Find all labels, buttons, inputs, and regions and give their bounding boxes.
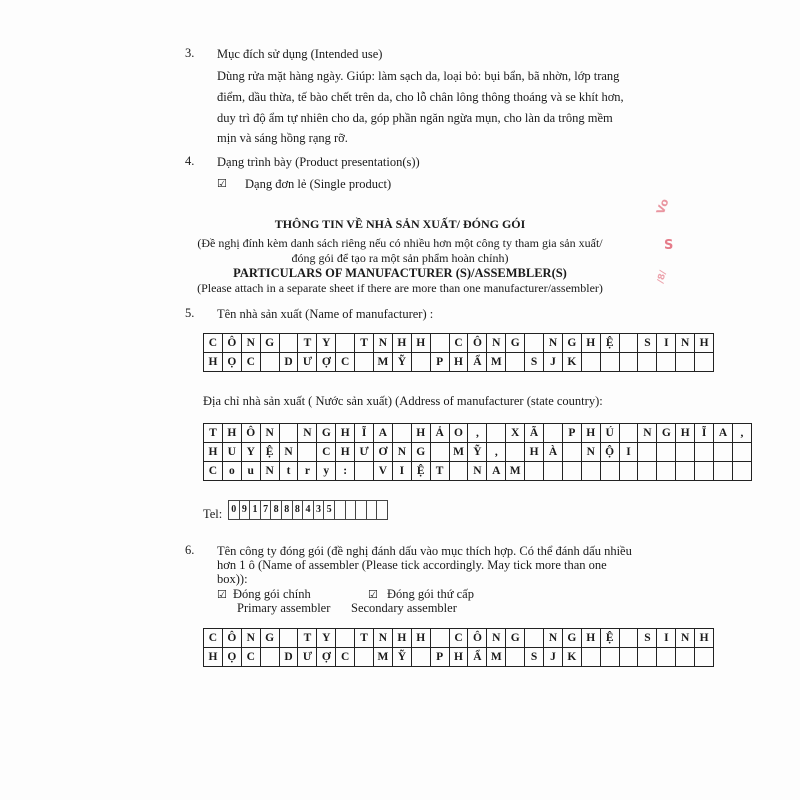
grid-cell[interactable]: t <box>280 462 299 481</box>
grid-cell[interactable]: Y <box>317 629 336 648</box>
grid-cell[interactable]: J <box>544 648 563 667</box>
manufacturer-name-grid <box>203 333 714 372</box>
grid-cell[interactable]: H <box>676 424 695 443</box>
grid-cell[interactable]: H <box>412 424 431 443</box>
grid-cell[interactable]: Y <box>242 443 261 462</box>
section-6-number: 6. <box>185 543 195 557</box>
grid-cell[interactable]: I <box>393 462 412 481</box>
grid-cell[interactable]: N <box>468 462 487 481</box>
grid-cell[interactable] <box>601 353 620 372</box>
grid-cell[interactable]: Ệ <box>601 629 620 648</box>
grid-cell[interactable] <box>355 462 374 481</box>
grid-cell[interactable] <box>431 629 450 648</box>
grid-cell[interactable] <box>412 648 431 667</box>
grid-cell[interactable]: Ư <box>298 648 317 667</box>
grid-cell[interactable]: Ọ <box>223 353 242 372</box>
telephone-grid <box>228 500 388 520</box>
grid-cell[interactable]: N <box>374 334 393 353</box>
grid-cell[interactable]: G <box>657 424 676 443</box>
grid-cell[interactable] <box>582 648 601 667</box>
grid-cell[interactable]: G <box>506 629 525 648</box>
grid-cell[interactable] <box>676 443 695 462</box>
grid-cell[interactable] <box>280 629 299 648</box>
grid-cell[interactable]: N <box>582 443 601 462</box>
manufacturer-note-en: (Please attach in a separate sheet if there are more than one manufacturer/assembler) <box>197 281 603 295</box>
grid-cell[interactable]: Ĩ <box>355 424 374 443</box>
grid-cell[interactable]: T <box>431 462 450 481</box>
grid-cell[interactable]: H <box>204 648 223 667</box>
grid-cell[interactable] <box>563 462 582 481</box>
grid-cell[interactable] <box>544 462 563 481</box>
secondary-assembler-checkbox-icon[interactable]: ☑ <box>368 588 378 601</box>
grid-cell[interactable] <box>336 629 355 648</box>
telephone-digit-cell[interactable] <box>356 501 367 520</box>
grid-cell[interactable]: H <box>393 629 412 648</box>
grid-cell[interactable]: O <box>450 424 469 443</box>
grid-cell[interactable] <box>355 648 374 667</box>
section-4-number: 4. <box>185 154 195 168</box>
section-3-heading: Mục đích sử dụng (Intended use) <box>217 47 383 61</box>
grid-cell[interactable]: , <box>468 424 487 443</box>
primary-assembler-label-vi: Đóng gói chính <box>233 587 311 601</box>
grid-cell[interactable]: Ô <box>468 629 487 648</box>
grid-cell[interactable]: H <box>336 424 355 443</box>
grid-cell[interactable] <box>695 462 714 481</box>
grid-cell[interactable]: G <box>412 443 431 462</box>
grid-cell[interactable] <box>525 334 544 353</box>
grid-cell[interactable]: G <box>261 629 280 648</box>
manufacturer-note-vi-1: (Đề nghị đính kèm danh sách riêng nếu có nhiều hơn một công ty tham gia sản xuất/ <box>197 236 603 250</box>
grid-cell[interactable]: T <box>298 629 317 648</box>
grid-cell[interactable]: C <box>336 353 355 372</box>
secondary-assembler-label-vi: Đóng gói thứ cấp <box>387 587 474 601</box>
grid-cell[interactable]: Ỹ <box>393 648 412 667</box>
grid-cell[interactable]: G <box>317 424 336 443</box>
grid-cell[interactable]: G <box>563 334 582 353</box>
grid-cell[interactable] <box>676 462 695 481</box>
grid-cell[interactable]: C <box>204 462 223 481</box>
grid-cell[interactable] <box>638 462 657 481</box>
grid-cell[interactable]: J <box>544 353 563 372</box>
telephone-digit-cell[interactable]: 8 <box>293 501 304 520</box>
grid-cell[interactable]: K <box>563 353 582 372</box>
grid-cell[interactable]: r <box>298 462 317 481</box>
grid-cell[interactable] <box>431 443 450 462</box>
grid-cell[interactable] <box>506 443 525 462</box>
grid-cell[interactable]: G <box>563 629 582 648</box>
grid-cell[interactable]: C <box>204 629 223 648</box>
grid-cell[interactable]: I <box>657 334 676 353</box>
grid-cell[interactable] <box>336 334 355 353</box>
grid-cell[interactable] <box>280 334 299 353</box>
stamp-fragment: S <box>664 238 674 253</box>
secondary-assembler-label-en: Secondary assembler <box>351 601 457 615</box>
section-3-line-3: duy trì độ ẩm tự nhiên cho da, góp phần ngăn ngừa mụn, cho làn da trông mềm <box>217 111 613 125</box>
grid-cell[interactable] <box>601 648 620 667</box>
grid-cell[interactable]: N <box>676 334 695 353</box>
grid-cell[interactable] <box>412 353 431 372</box>
grid-cell[interactable]: P <box>431 648 450 667</box>
grid-cell[interactable] <box>487 424 506 443</box>
grid-cell[interactable]: H <box>412 629 431 648</box>
grid-cell[interactable]: Ô <box>223 334 242 353</box>
grid-cell[interactable] <box>676 648 695 667</box>
grid-cell[interactable]: T <box>355 629 374 648</box>
grid-cell[interactable] <box>695 648 714 667</box>
grid-cell[interactable] <box>620 648 639 667</box>
grid-cell[interactable] <box>582 353 601 372</box>
manufacturer-note-vi-2: đóng gói để tạo ra một sản phẩm hoàn chỉnh) <box>291 251 509 265</box>
grid-cell[interactable] <box>638 648 657 667</box>
grid-cell[interactable]: H <box>525 443 544 462</box>
primary-assembler-checkbox-icon[interactable]: ☑ <box>217 588 227 601</box>
grid-cell[interactable]: H <box>204 353 223 372</box>
grid-cell[interactable]: N <box>544 334 563 353</box>
grid-cell[interactable]: y <box>317 462 336 481</box>
manufacturer-title-en: PARTICULARS OF MANUFACTURER (S)/ASSEMBLER(S) <box>233 266 567 280</box>
grid-cell[interactable]: u <box>242 462 261 481</box>
grid-cell[interactable]: S <box>525 353 544 372</box>
grid-cell[interactable]: N <box>298 424 317 443</box>
telephone-digit-cell[interactable] <box>377 501 388 520</box>
grid-cell[interactable]: Ợ <box>317 648 336 667</box>
grid-cell[interactable]: D <box>280 648 299 667</box>
grid-cell[interactable]: H <box>695 334 714 353</box>
grid-cell[interactable]: N <box>242 334 261 353</box>
manufacturer-name-label: Tên nhà sản xuất (Name of manufacturer) : <box>217 307 434 321</box>
grid-cell[interactable] <box>506 353 525 372</box>
grid-cell[interactable] <box>657 462 676 481</box>
grid-cell[interactable]: Ơ <box>374 443 393 462</box>
primary-assembler-label-en: Primary assembler <box>237 601 331 615</box>
grid-cell[interactable]: Ả <box>431 424 450 443</box>
telephone-digit-cell[interactable]: 8 <box>271 501 282 520</box>
grid-cell[interactable]: P <box>563 424 582 443</box>
grid-cell[interactable] <box>657 648 676 667</box>
grid-cell[interactable]: o <box>223 462 242 481</box>
telephone-digit-cell[interactable] <box>335 501 346 520</box>
grid-cell[interactable]: Ộ <box>601 443 620 462</box>
grid-cell[interactable]: M <box>374 353 393 372</box>
telephone-digit-cell[interactable] <box>346 501 357 520</box>
grid-cell[interactable]: M <box>450 443 469 462</box>
grid-cell[interactable]: Ô <box>223 629 242 648</box>
manufacturer-title-vi: THÔNG TIN VỀ NHÀ SẢN XUẤT/ ĐÓNG GÓI <box>274 217 526 231</box>
grid-cell[interactable] <box>620 424 639 443</box>
grid-cell[interactable]: H <box>450 353 469 372</box>
grid-cell[interactable] <box>620 462 639 481</box>
grid-cell[interactable]: N <box>393 443 412 462</box>
grid-cell[interactable]: Ợ <box>317 353 336 372</box>
grid-cell[interactable]: Ẩ <box>468 648 487 667</box>
grid-cell[interactable]: : <box>336 462 355 481</box>
grid-cell[interactable] <box>695 443 714 462</box>
section-6-line-1: Tên công ty đóng gói (đề nghị đánh dấu vào mục thích hợp. Có thể đánh dấu nhiều <box>217 544 632 558</box>
grid-cell[interactable]: H <box>412 334 431 353</box>
grid-cell[interactable]: A <box>714 424 733 443</box>
grid-cell[interactable]: S <box>525 648 544 667</box>
grid-cell[interactable]: K <box>563 648 582 667</box>
grid-cell[interactable]: C <box>242 648 261 667</box>
grid-cell[interactable]: Ỹ <box>393 353 412 372</box>
grid-cell[interactable]: M <box>374 648 393 667</box>
grid-cell[interactable]: M <box>506 462 525 481</box>
telephone-digit-cell[interactable]: 7 <box>261 501 272 520</box>
grid-cell[interactable] <box>620 353 639 372</box>
telephone-digit-cell[interactable] <box>367 501 378 520</box>
grid-cell[interactable]: P <box>431 353 450 372</box>
grid-cell[interactable] <box>620 334 639 353</box>
grid-cell[interactable]: N <box>676 629 695 648</box>
grid-cell[interactable]: C <box>242 353 261 372</box>
grid-cell[interactable] <box>638 353 657 372</box>
grid-cell[interactable]: I <box>657 629 676 648</box>
grid-cell[interactable]: Ư <box>298 353 317 372</box>
grid-cell[interactable]: N <box>544 629 563 648</box>
grid-cell[interactable]: N <box>638 424 657 443</box>
grid-cell[interactable]: , <box>487 443 506 462</box>
section-4-heading: Dạng trình bày (Product presentation(s)) <box>217 155 420 169</box>
grid-cell[interactable]: X <box>506 424 525 443</box>
telephone-digit-cell[interactable]: 5 <box>324 501 335 520</box>
grid-cell[interactable]: Ọ <box>223 648 242 667</box>
telephone-digit-cell[interactable]: 3 <box>314 501 325 520</box>
telephone-digit-cell[interactable]: 1 <box>250 501 261 520</box>
grid-cell[interactable] <box>355 353 374 372</box>
grid-cell[interactable] <box>714 462 733 481</box>
section-3-number: 3. <box>185 46 195 60</box>
section-3-line-1: Dùng rửa mặt hàng ngày. Giúp: làm sạch da, loại bỏ: bụi bẩn, bã nhờn, lớp trang <box>217 69 620 83</box>
grid-cell[interactable]: M <box>487 648 506 667</box>
grid-cell[interactable]: H <box>582 424 601 443</box>
grid-cell[interactable]: G <box>506 334 525 353</box>
stamp-fragment: /8/ <box>655 269 669 285</box>
section-3-line-4: mịn và sáng hồng rạng rỡ. <box>217 131 348 145</box>
grid-cell[interactable] <box>261 648 280 667</box>
grid-cell[interactable] <box>431 334 450 353</box>
grid-cell[interactable] <box>506 648 525 667</box>
section-5-number: 5. <box>185 306 195 320</box>
grid-cell[interactable]: Y <box>317 334 336 353</box>
grid-cell[interactable]: N <box>487 629 506 648</box>
grid-cell[interactable]: Ô <box>468 334 487 353</box>
telephone-digit-cell[interactable]: 8 <box>282 501 293 520</box>
grid-cell[interactable]: N <box>242 629 261 648</box>
grid-cell[interactable] <box>450 462 469 481</box>
grid-cell[interactable]: H <box>695 629 714 648</box>
manufacturer-address-grid <box>203 423 752 481</box>
grid-cell[interactable]: N <box>280 443 299 462</box>
grid-cell[interactable]: G <box>261 334 280 353</box>
grid-cell[interactable]: V <box>374 462 393 481</box>
grid-cell[interactable]: N <box>374 629 393 648</box>
grid-cell[interactable]: Ỹ <box>468 443 487 462</box>
grid-cell[interactable]: I <box>620 443 639 462</box>
grid-cell[interactable]: H <box>582 334 601 353</box>
grid-cell[interactable]: Ẩ <box>468 353 487 372</box>
grid-cell[interactable]: Ã <box>525 424 544 443</box>
grid-cell[interactable]: S <box>638 629 657 648</box>
grid-cell[interactable]: C <box>317 443 336 462</box>
grid-cell[interactable] <box>733 462 752 481</box>
section-6-line-2: hơn 1 ô (Name of assembler (Please tick accordingly. May tick more than one <box>217 558 607 572</box>
grid-cell[interactable] <box>393 424 412 443</box>
grid-cell[interactable]: D <box>280 353 299 372</box>
grid-cell[interactable]: S <box>638 334 657 353</box>
assembler-name-grid <box>203 628 714 667</box>
telephone-digit-cell[interactable]: 4 <box>303 501 314 520</box>
section-3-line-2: điểm, dầu thừa, tế bào chết trên da, cho lỗ chân lông thông thoáng và se khít hơn, <box>217 90 624 104</box>
grid-cell[interactable] <box>657 353 676 372</box>
grid-cell[interactable] <box>544 424 563 443</box>
grid-cell[interactable] <box>714 443 733 462</box>
grid-cell[interactable]: Ệ <box>261 443 280 462</box>
stamp-fragment: Vo <box>653 197 672 216</box>
grid-cell[interactable]: H <box>582 629 601 648</box>
grid-cell[interactable]: T <box>204 424 223 443</box>
grid-cell[interactable] <box>733 443 752 462</box>
grid-cell[interactable]: H <box>336 443 355 462</box>
grid-cell[interactable]: A <box>487 462 506 481</box>
grid-cell[interactable]: Ô <box>242 424 261 443</box>
grid-cell[interactable]: A <box>374 424 393 443</box>
grid-cell[interactable]: N <box>261 424 280 443</box>
grid-cell[interactable] <box>620 629 639 648</box>
grid-cell[interactable]: H <box>204 443 223 462</box>
grid-cell[interactable] <box>601 462 620 481</box>
grid-cell[interactable] <box>280 424 299 443</box>
grid-cell[interactable]: N <box>261 462 280 481</box>
grid-cell[interactable]: Ú <box>601 424 620 443</box>
grid-cell[interactable]: H <box>223 424 242 443</box>
grid-cell[interactable]: Ệ <box>412 462 431 481</box>
grid-cell[interactable]: C <box>450 334 469 353</box>
section-6-line-3: box)): <box>217 572 248 586</box>
grid-cell[interactable]: C <box>336 648 355 667</box>
single-product-label: Dạng đơn lẻ (Single product) <box>245 177 392 191</box>
grid-cell[interactable]: U <box>223 443 242 462</box>
grid-cell[interactable]: T <box>298 334 317 353</box>
grid-cell[interactable]: Ĩ <box>695 424 714 443</box>
grid-cell[interactable]: H <box>393 334 412 353</box>
grid-cell[interactable]: Ệ <box>601 334 620 353</box>
telephone-digit-cell[interactable]: 0 <box>229 501 240 520</box>
grid-cell[interactable]: C <box>204 334 223 353</box>
grid-cell[interactable] <box>676 353 695 372</box>
grid-cell[interactable] <box>298 443 317 462</box>
grid-cell[interactable] <box>261 353 280 372</box>
grid-cell[interactable] <box>582 462 601 481</box>
grid-cell[interactable] <box>563 443 582 462</box>
grid-cell[interactable] <box>695 353 714 372</box>
telephone-digit-cell[interactable]: 9 <box>240 501 251 520</box>
grid-cell[interactable]: C <box>450 629 469 648</box>
grid-cell[interactable]: , <box>733 424 752 443</box>
telephone-label: Tel: <box>203 507 223 521</box>
grid-cell[interactable]: Ư <box>355 443 374 462</box>
manufacturer-address-label: Địa chỉ nhà sản xuất ( Nước sản xuất) (Address of manufacturer (state country): <box>203 394 603 408</box>
grid-cell[interactable]: H <box>450 648 469 667</box>
grid-cell[interactable]: N <box>487 334 506 353</box>
grid-cell[interactable]: T <box>355 334 374 353</box>
grid-cell[interactable] <box>525 629 544 648</box>
grid-cell[interactable]: M <box>487 353 506 372</box>
grid-cell[interactable] <box>638 443 657 462</box>
grid-cell[interactable]: À <box>544 443 563 462</box>
single-product-checkbox-icon[interactable]: ☑ <box>217 177 227 190</box>
grid-cell[interactable] <box>525 462 544 481</box>
grid-cell[interactable] <box>657 443 676 462</box>
